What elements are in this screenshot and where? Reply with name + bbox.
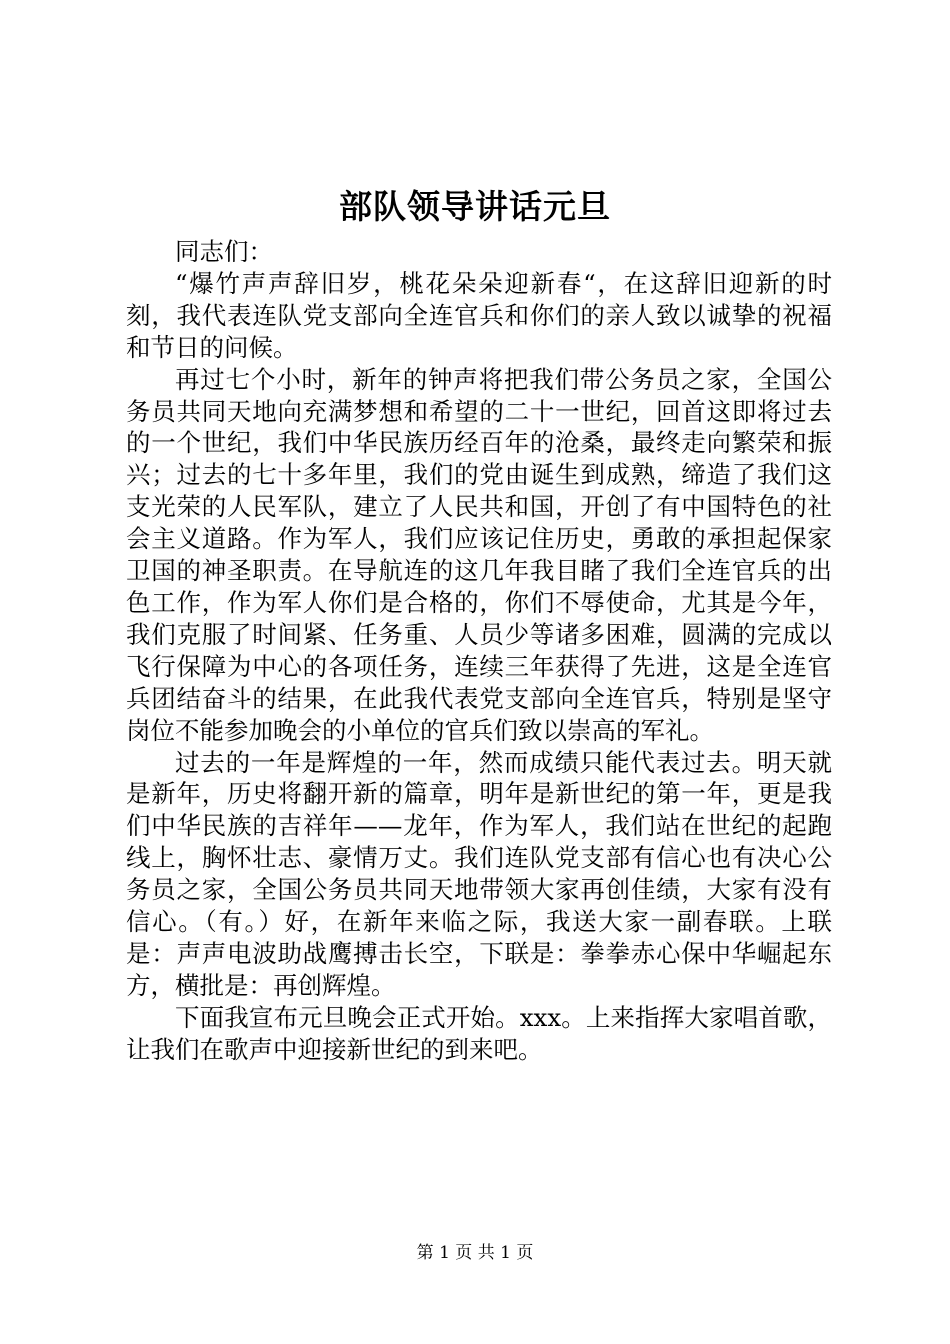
paragraph-history: 再过七个小时，新年的钟声将把我们带公务员之家，全国公务员共同天地向充满梦想和希望的二十一世纪，回首这即将过去的一个世纪，我们中华民族历经百年的沧桑，最终走向繁荣和振兴；过去的七十多年里，我们的党由诞生到成熟，缔造了我们这支光荣的人民军队，建立了人民共和国，开创了有中国特色的社会主义道路。作为军人，我们应该记住历史，勇敢的承担起保家卫国的神圣职责。在导航连的这几年我目睹了我们全连官兵的出色工作，作为军人你们是合格的，你们不辱使命，尤其是今年，我们克服了时间紧、任务重、人员少等诸多困难，圆满的完成以飞行保障为中心的各项任务，连续三年获得了先进，这是全连官兵团结奋斗的结果，在此我代表党支部向全连官兵，特别是坚守岗位不能参加晚会的小单位的官兵们致以崇高的军礼。 — [126, 364, 832, 745]
paragraph-greeting: “爆竹声声辞旧岁，桃花朵朵迎新春“，在这辞旧迎新的时刻，我代表连队党支部向全连官兵和你们的亲人致以诚挚的祝福和节日的问候。 — [126, 268, 832, 362]
paragraph-new-year: 过去的一年是辉煌的一年，然而成绩只能代表过去。明天就是新年，历史将翻开新的篇章，明年是新世纪的第一年，更是我们中华民族的吉祥年——龙年，作为军人，我们站在世纪的起跑线上，胸怀壮志、豪情万丈。我们连队党支部有信心也有决心公务员之家，全国公务员共同天地带领大家再创佳绩，大家有没有信心。（有。）好，在新年来临之际，我送大家一副春联。上联是：声声电波助战鹰搏击长空，下联是：拳拳赤心保中华崛起东方，横批是：再创辉煌。 — [126, 747, 832, 1000]
document-body — [126, 236, 832, 1066]
paragraph-salutation: 同志们： — [175, 237, 273, 266]
document-title: 部队领导讲话元旦 — [339, 187, 611, 226]
page-number-footer: 第 1 页 共 1 页 — [416, 1243, 534, 1263]
paragraph-opening: 下面我宣布元旦晚会正式开始。xxx。上来指挥大家唱首歌，让我们在歌声中迎接新世纪的到来吧。 — [126, 1002, 832, 1064]
